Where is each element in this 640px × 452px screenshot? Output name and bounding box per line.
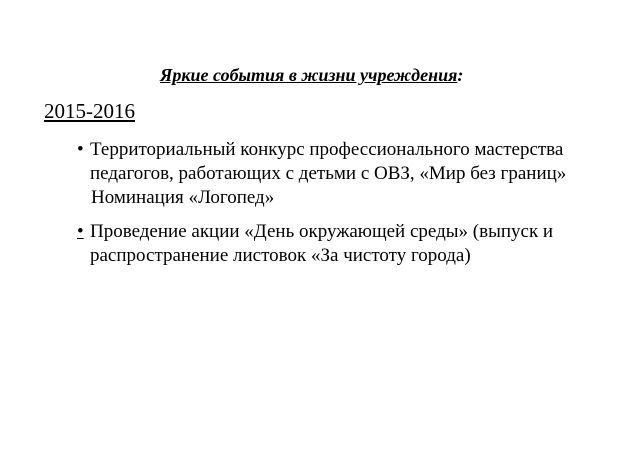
list-item bbox=[77, 220, 553, 268]
list-item-line: педагогов, работающих с детьми с ОВЗ, «Мир без границ» bbox=[90, 163, 567, 184]
list-item-line: Номинация «Логопед» bbox=[91, 187, 275, 208]
list-item bbox=[77, 138, 566, 210]
list-item-line: распространение листовок «За чистоту города) bbox=[90, 245, 471, 266]
year-label: 2015-2016 bbox=[44, 99, 135, 123]
bullet-icon: • bbox=[77, 221, 84, 242]
section-heading bbox=[160, 64, 463, 86]
list-item-line: Территориальный конкурс профессионального мастерства bbox=[90, 139, 564, 160]
section-heading-colon: : bbox=[457, 65, 464, 85]
section-heading-text: Яркие события в жизни учреждения bbox=[160, 65, 458, 85]
bullet-icon: • bbox=[77, 139, 84, 160]
list-item-line: Проведение акции «День окружающей среды» (выпуск и bbox=[90, 221, 554, 242]
